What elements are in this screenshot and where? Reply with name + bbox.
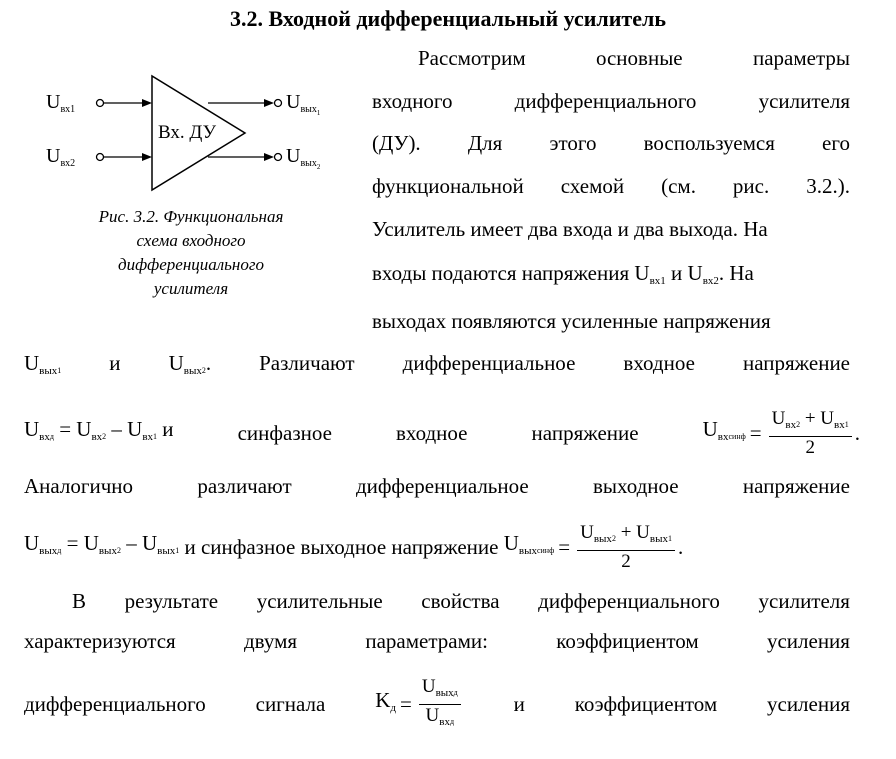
text-line-4: функциональной схемой (см. рис. 3.2.).	[372, 174, 850, 198]
amplifier-svg	[40, 68, 350, 198]
output2-arrow	[264, 153, 274, 161]
output2-label: $U_{вых}2$	[286, 145, 321, 171]
output1-arrow	[264, 99, 274, 107]
text-line-2: входного дифференциального усилителя	[372, 89, 850, 113]
input1-label: $U_{вх1}$	[46, 91, 76, 115]
text-line-14: дифференциального сигнала $K_д$ = $\frac{U_{вых}д}{U_{вх}д}$ и коэффициентом усиления	[24, 672, 850, 736]
diff-output-formula: $U_{вых}д = U_{вых}2 - U_{вых}1$	[24, 531, 180, 557]
diff-input-formula: $U_{вх}д = U_{вх}2 - U_{вх}1$ и	[24, 417, 174, 443]
common-output-formula: $U_{вых}синф$ = $\frac{U_{вых}2 + U_{вых}1}{2}$ .	[503, 521, 684, 572]
text-line-6: входы подаются напряжения $U_{вх1}$ и $U_{вх2}$ . На	[372, 261, 754, 287]
output1-terminal	[275, 100, 282, 107]
output2-terminal	[275, 154, 282, 161]
text-line-3: (ДУ). Для этого воспользуемся его	[372, 131, 850, 155]
output1-label: $U_{вых}1$	[286, 91, 321, 117]
section-title: 3.2. Входной дифференциальный усилитель	[230, 6, 666, 31]
input2-arrow	[142, 153, 152, 161]
text-line-8: $U_{вых}1$ и $U_{вых}2$. Различают дифференциальное входное напряжение	[24, 351, 850, 377]
figure-caption: Рис. 3.2. Функциональная схема входного дифференциального усилителя	[98, 207, 284, 298]
text-line-12: В результате усилительные свойства дифференциального усилителя	[72, 589, 850, 613]
amp-label: Вх. ДУ	[158, 122, 217, 143]
text-line-10: Аналогично различают дифференциальное выходное напряжение	[24, 474, 850, 498]
input1-arrow	[142, 99, 152, 107]
text-line-11: $U_{вых}д = U_{вых}2 - U_{вых}1$ и синфазное выходное напряжение $U_{вых}синф$ = $\frac{U_{вых}2 + U_{вых}1}{2}$ .	[24, 518, 860, 576]
amplifier-diagram	[40, 68, 350, 198]
input2-terminal	[97, 154, 104, 161]
text-line-7: выходах появляются усиленные напряжения	[372, 309, 771, 333]
common-input-formula: $U_{вх}синф$ = $\frac{U_{вх}2 + U_{вх}1}{2}$ .	[702, 407, 860, 458]
text-line-1: Рассмотрим основные параметры	[418, 46, 850, 70]
text-line-5: Усилитель имеет два входа и два выхода. На	[372, 217, 768, 241]
input2-label: $U_{вх2}$	[46, 145, 76, 169]
gain-formula: $K_д$ = $\frac{U_{вых}д}{U_{вх}д}$	[375, 672, 464, 736]
text-line-9: $U_{вх}д = U_{вх}2 - U_{вх}1$ и синфазное входное напряжение $U_{вх}синф$ = $\frac{U_{вх}2 + U_{вх}1}{2}$ .	[24, 404, 860, 462]
text-line-13: характеризуются двумя параметрами: коэффициентом усиления	[24, 629, 850, 653]
input1-terminal	[97, 100, 104, 107]
